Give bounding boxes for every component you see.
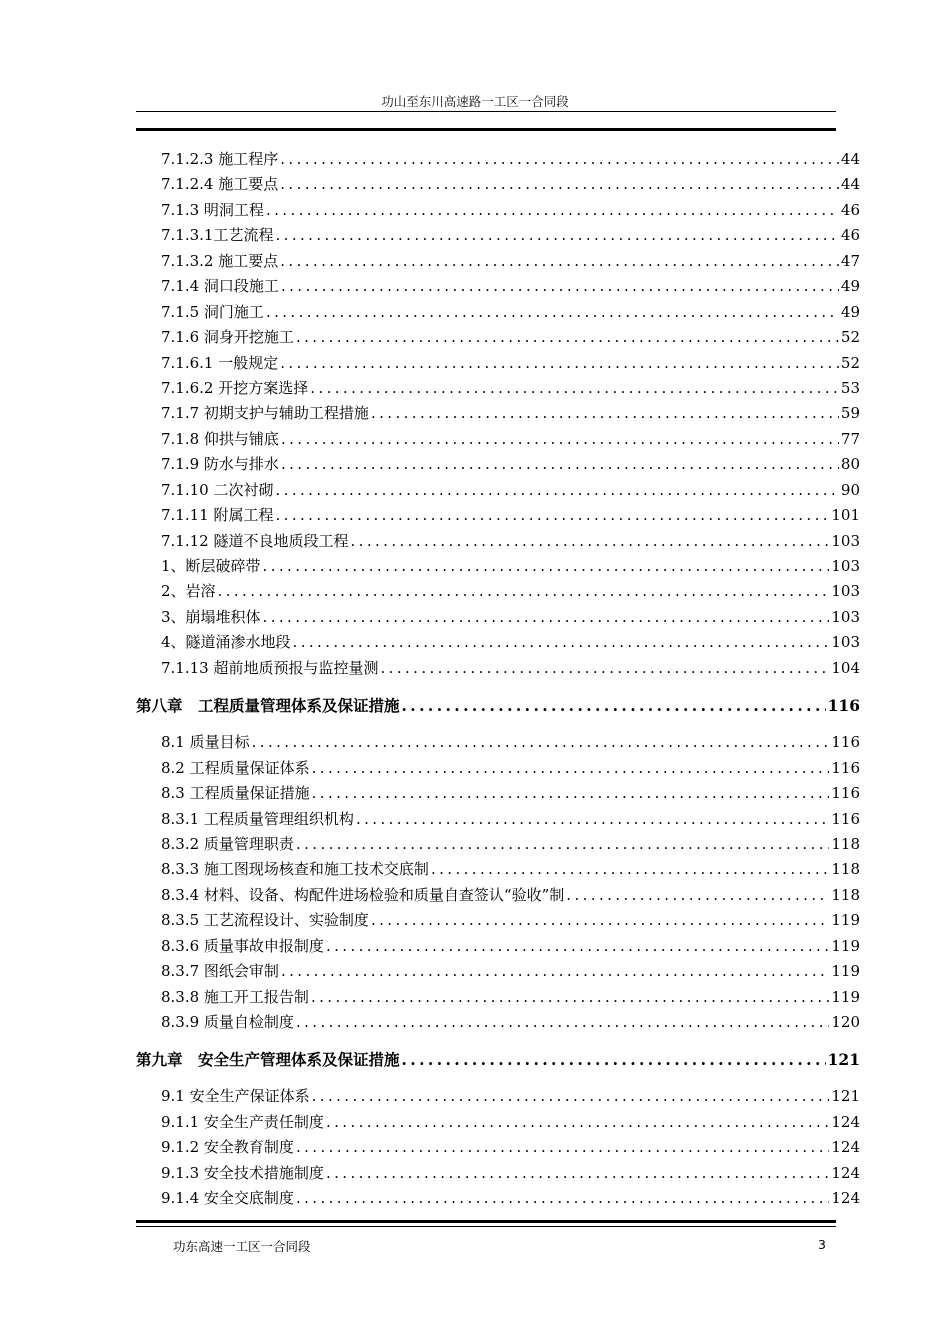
toc-entry-page: 103: [831, 633, 860, 652]
toc-dot-leader: [310, 781, 830, 806]
toc-entry[interactable]: [136, 832, 860, 857]
toc-entry[interactable]: [136, 376, 860, 401]
toc-dot-leader: [294, 1135, 829, 1160]
footer-rule-thin: [136, 1226, 836, 1227]
toc-entry-page: 116: [831, 758, 860, 777]
toc-entry[interactable]: [136, 274, 860, 299]
toc-entry-title: 9.1.3 安全技术措施制度: [161, 1163, 324, 1182]
footer-page-number: 3: [818, 1237, 826, 1252]
toc-dot-leader: [264, 198, 839, 223]
toc-entry[interactable]: [136, 883, 860, 908]
toc-entry-page: 120: [831, 1013, 860, 1031]
toc-entry[interactable]: [136, 756, 860, 781]
toc-dot-leader: [294, 1010, 829, 1035]
toc-entry-page: 121: [827, 1050, 860, 1070]
header-rule-thick: [136, 128, 836, 131]
toc-entry[interactable]: [136, 401, 860, 426]
toc-entry-title: 7.1.6.2 开挖方案选择: [161, 378, 309, 397]
toc-entry[interactable]: [136, 147, 860, 172]
toc-dot-leader: [279, 959, 829, 984]
toc-entry-page: 124: [831, 1189, 860, 1208]
toc-dot-leader: [324, 1110, 829, 1135]
toc-entry-title: 1、断层破碎带: [161, 557, 261, 575]
toc-entry-title: 8.3.1 工程质量管理组织机构: [161, 809, 354, 828]
toc-entry[interactable]: [136, 959, 860, 984]
toc-entry-page: 119: [831, 987, 860, 1006]
toc-entry[interactable]: [136, 934, 860, 959]
toc-dot-leader: [378, 656, 829, 681]
toc-entry[interactable]: [136, 781, 860, 806]
toc-dot-leader: [278, 351, 839, 376]
toc-entry-page: 77: [840, 429, 860, 448]
toc-dot-leader: [348, 529, 829, 554]
toc-dot-leader: [273, 478, 838, 503]
toc-entry-title: 8.3.5 工艺流程设计、实验制度: [161, 911, 369, 930]
toc-entry-page: 101: [831, 506, 860, 525]
toc-entry-title: 7.1.6.1 一般规定: [161, 353, 279, 372]
toc-dot-leader: [294, 832, 829, 857]
toc-entry[interactable]: [136, 730, 860, 755]
toc-entry-title: 8.3.2 质量管理职责: [161, 834, 294, 853]
toc-entry-page: 52: [840, 353, 860, 372]
toc-entry[interactable]: [136, 529, 860, 554]
toc-dot-leader: [291, 630, 830, 655]
toc-dot-leader: [278, 172, 839, 197]
toc-dot-leader: [261, 554, 830, 579]
toc-dot-leader: [354, 807, 829, 832]
toc-entry[interactable]: [136, 1186, 860, 1211]
toc-entry-page: 119: [831, 962, 860, 981]
toc-dot-leader: [429, 857, 829, 882]
toc-entry-page: 124: [831, 1112, 860, 1131]
toc-entry-page: 118: [831, 860, 860, 879]
toc-entry[interactable]: [136, 605, 860, 630]
toc-entry-title: 7.1.3 明洞工程: [161, 200, 264, 219]
toc-entry-page: 103: [831, 531, 860, 550]
toc-dot-leader: [400, 693, 826, 718]
toc-entry[interactable]: [136, 198, 860, 223]
toc-dot-leader: [278, 249, 839, 274]
toc-dot-leader: [308, 376, 839, 401]
toc-entry-title: 3、崩塌堆积体: [161, 607, 261, 626]
toc-dot-leader: [564, 883, 829, 908]
header-rule-thin: [136, 111, 836, 112]
toc-entry-page: 121: [831, 1087, 860, 1106]
toc-entry[interactable]: [136, 908, 860, 933]
toc-entry-page: 46: [840, 200, 860, 219]
toc-entry[interactable]: [136, 325, 860, 350]
toc-entry-title: 9.1 安全生产保证体系: [161, 1087, 310, 1106]
toc-entry-page: 59: [840, 404, 860, 423]
toc-entry-title: 7.1.13 超前地质预报与监控量测: [161, 658, 379, 677]
toc-entry-title: 7.1.4 洞口段施工: [161, 277, 279, 296]
toc-entry[interactable]: [136, 300, 860, 325]
toc-entry-title: 第八章 工程质量管理体系及保证措施: [136, 696, 400, 716]
toc-entry-page: 118: [831, 834, 860, 853]
toc-dot-leader: [324, 934, 829, 959]
toc-entry-title: 8.3.7 图纸会审制: [161, 962, 279, 981]
toc-entry[interactable]: [136, 857, 860, 882]
toc-dot-leader: [279, 427, 839, 452]
toc-entry-page: 124: [831, 1138, 860, 1157]
toc-dot-leader: [324, 1161, 829, 1186]
toc-dot-leader: [279, 274, 839, 299]
toc-entry[interactable]: [136, 656, 860, 681]
toc-entry-title: 8.3.9 质量自检制度: [161, 1013, 294, 1031]
toc-entry-page: 90: [840, 480, 860, 499]
toc-entry-title: 7.1.3.1工艺流程: [161, 226, 274, 245]
toc-entry-page: 53: [840, 378, 860, 397]
toc-entry-page: 119: [831, 911, 860, 930]
toc-entry-page: 116: [827, 696, 860, 716]
toc-entry-page: 44: [840, 175, 860, 194]
toc-dot-leader: [400, 1047, 826, 1072]
toc-dot-leader: [369, 908, 829, 933]
toc-entry-title: 7.1.7 初期支护与辅助工程措施: [161, 404, 369, 423]
toc-chapter-entry[interactable]: [136, 1047, 860, 1072]
toc-entry-page: 44: [840, 150, 860, 168]
toc-entry-title: 7.1.2.3 施工程序: [161, 150, 279, 168]
toc-entry[interactable]: [136, 427, 860, 452]
toc-entry[interactable]: [136, 554, 860, 579]
toc-dot-leader: [273, 503, 829, 528]
toc-dot-leader: [278, 147, 839, 172]
toc-entry-title: 7.1.2.4 施工要点: [161, 175, 279, 194]
toc-dot-leader: [261, 605, 830, 630]
toc-dot-leader: [309, 985, 829, 1010]
toc-entry-page: 104: [831, 658, 860, 677]
toc-dot-leader: [310, 756, 830, 781]
toc-entry-page: 103: [831, 607, 860, 626]
toc-dot-leader: [250, 730, 830, 755]
toc-entry-title: 8.3 工程质量保证措施: [161, 784, 310, 803]
toc-entry-title: 8.3.8 施工开工报告制: [161, 987, 309, 1006]
toc-entry-title: 4、隧道涌渗水地段: [161, 633, 291, 652]
toc-entry-title: 9.1.4 安全交底制度: [161, 1189, 294, 1208]
toc-entry-title: 9.1.1 安全生产责任制度: [161, 1112, 324, 1131]
toc-entry-page: 103: [831, 557, 860, 575]
toc-entry-page: 49: [840, 277, 860, 296]
toc-entry[interactable]: [136, 985, 860, 1010]
toc-dot-leader: [294, 1186, 829, 1211]
toc-entry[interactable]: [136, 351, 860, 376]
toc-entry-title: 2、岩溶: [161, 582, 216, 601]
toc-entry-page: 116: [831, 809, 860, 828]
toc-entry[interactable]: [136, 249, 860, 274]
toc-entry[interactable]: [136, 1135, 860, 1160]
toc-entry-page: 46: [840, 226, 860, 245]
toc-entry-title: 7.1.8 仰拱与铺底: [161, 429, 279, 448]
toc-entry[interactable]: [136, 807, 860, 832]
toc-dot-leader: [216, 579, 830, 604]
toc-entry-title: 7.1.5 洞门施工: [161, 302, 264, 321]
toc-dot-leader: [310, 1084, 830, 1109]
toc-chapter-entry[interactable]: [136, 693, 860, 718]
toc-entry[interactable]: [136, 223, 860, 248]
table-of-contents: [136, 147, 860, 1212]
toc-entry-title: 7.1.6 洞身开挖施工: [161, 328, 294, 347]
toc-entry-title: 7.1.3.2 施工要点: [161, 251, 279, 270]
toc-entry[interactable]: [136, 1084, 860, 1109]
toc-entry-page: 80: [840, 455, 860, 474]
toc-entry-page: 103: [831, 582, 860, 601]
footer-rule-thick: [136, 1220, 836, 1223]
toc-entry[interactable]: [136, 579, 860, 604]
toc-entry-title: 8.3.4 材料、设备、构配件进场检验和质量自查签认“验收”制: [161, 885, 565, 904]
toc-entry-title: 7.1.10 二次衬砌: [161, 480, 274, 499]
toc-entry[interactable]: [136, 1010, 860, 1035]
toc-entry-title: 8.1 质量目标: [161, 733, 250, 752]
toc-entry-title: 8.2 工程质量保证体系: [161, 758, 310, 777]
toc-entry[interactable]: [136, 503, 860, 528]
toc-entry-title: 第九章 安全生产管理体系及保证措施: [136, 1050, 400, 1070]
toc-entry-page: 118: [831, 885, 860, 904]
toc-entry[interactable]: [136, 630, 860, 655]
toc-entry[interactable]: [136, 1110, 860, 1135]
toc-entry-title: 7.1.11 附属工程: [161, 506, 274, 525]
toc-entry[interactable]: [136, 478, 860, 503]
toc-entry-title: 7.1.12 隧道不良地质段工程: [161, 531, 349, 550]
toc-entry-title: 7.1.9 防水与排水: [161, 455, 279, 474]
toc-entry[interactable]: [136, 1161, 860, 1186]
toc-entry-page: 52: [840, 328, 860, 347]
toc-entry-page: 116: [831, 733, 860, 752]
toc-dot-leader: [279, 452, 839, 477]
toc-entry-page: 49: [840, 302, 860, 321]
toc-entry-title: 8.3.6 质量事故申报制度: [161, 936, 324, 955]
toc-dot-leader: [294, 325, 839, 350]
toc-entry-page: 119: [831, 936, 860, 955]
toc-entry-page: 124: [831, 1163, 860, 1182]
toc-dot-leader: [369, 401, 839, 426]
toc-entry[interactable]: [136, 452, 860, 477]
toc-dot-leader: [273, 223, 838, 248]
footer-left-text: 功东高速一工区一合同段: [173, 1239, 311, 1254]
toc-entry-page: 47: [840, 251, 860, 270]
page-header-title: 功山至东川高速路一工区一合同段: [381, 94, 569, 109]
toc-entry-title: 9.1.2 安全教育制度: [161, 1138, 294, 1157]
toc-entry-title: 8.3.3 施工图现场核查和施工技术交底制: [161, 860, 429, 879]
toc-dot-leader: [264, 300, 839, 325]
toc-entry[interactable]: [136, 172, 860, 197]
toc-entry-page: 116: [831, 784, 860, 803]
